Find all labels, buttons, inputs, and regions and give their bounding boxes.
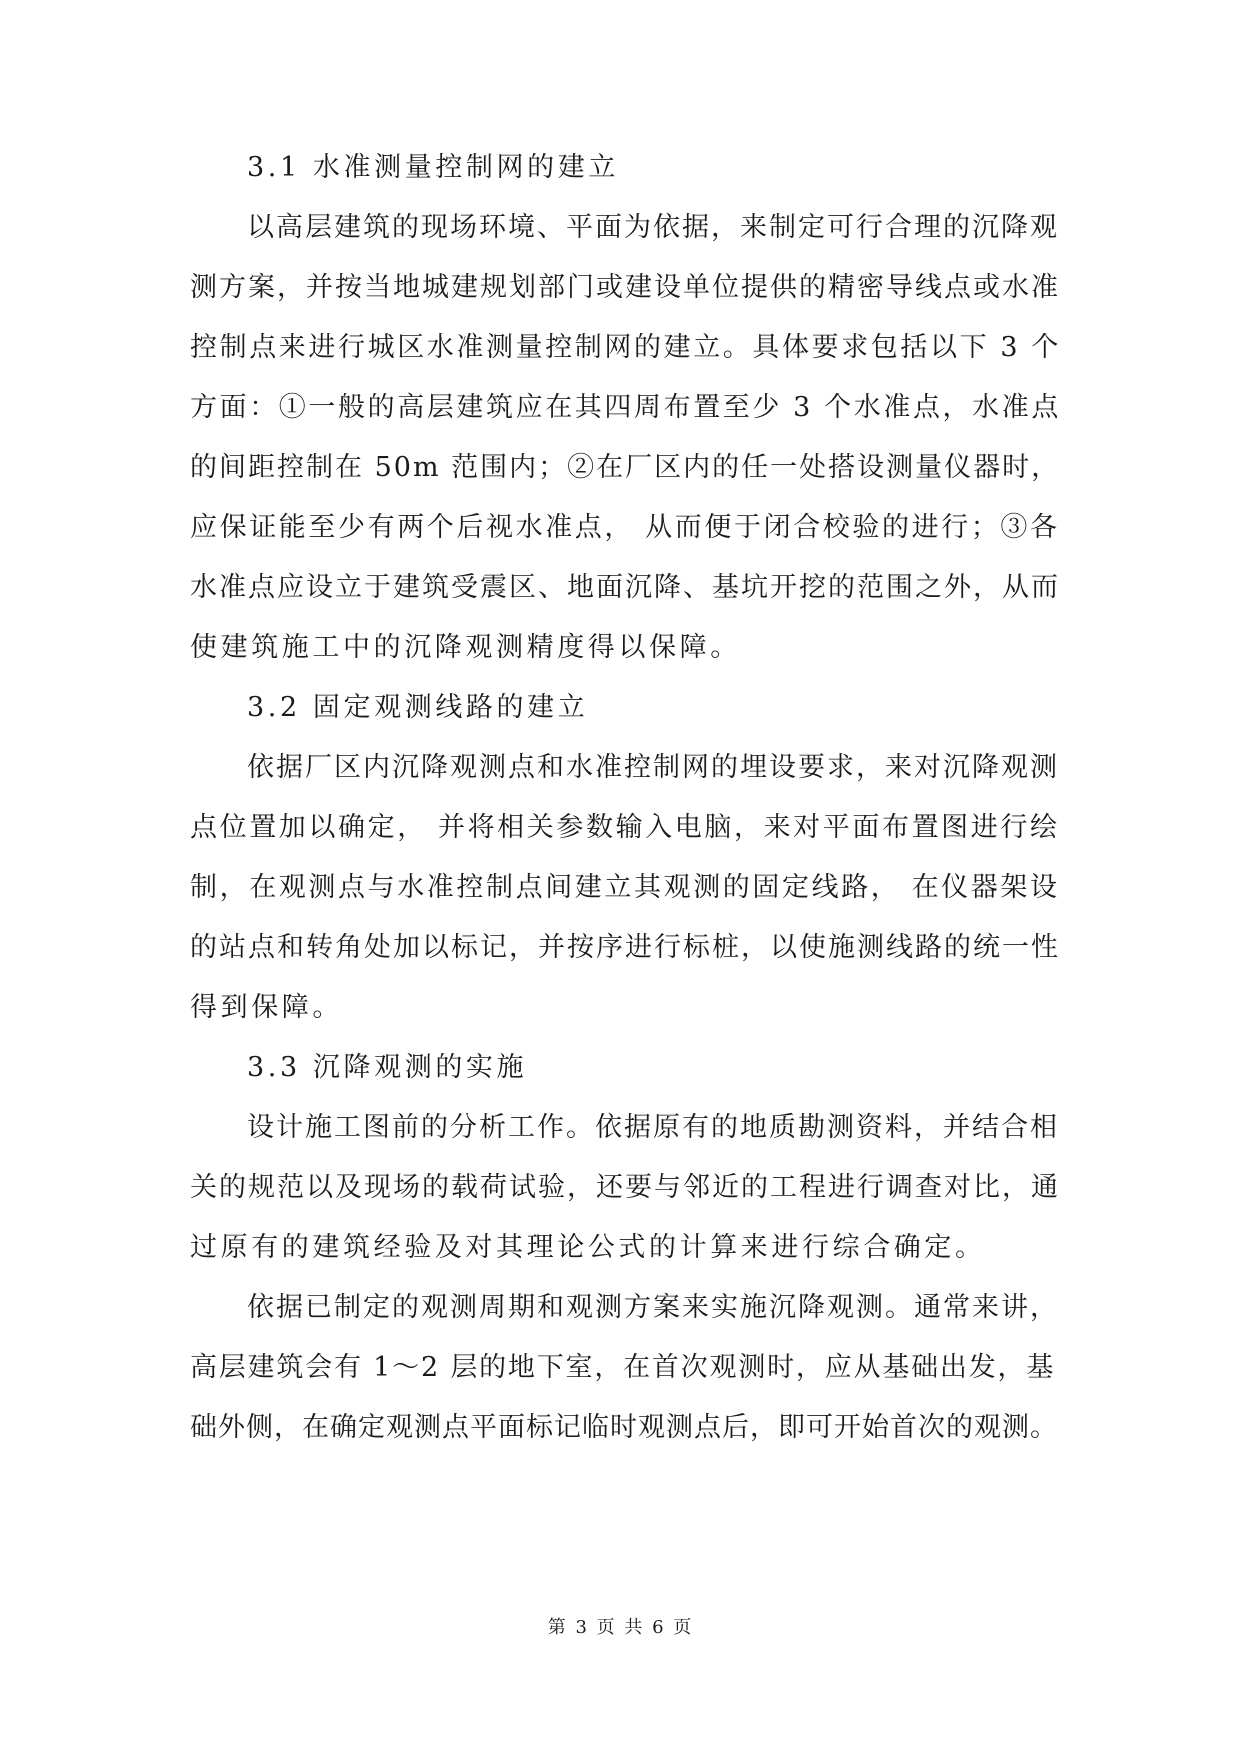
paragraph-line: 过原有的建筑经验及对其理论公式的计算来进行综合确定。: [190, 1232, 986, 1263]
paragraph-line: 应保证能至少有两个后视水准点， 从而便于闭合校验的进行；③各: [190, 512, 1060, 543]
paragraph-line: 点位置加以确定， 并将相关参数输入电脑，来对平面布置图进行绘: [190, 812, 1060, 843]
paragraph-line: 关的规范以及现场的载荷试验，还要与邻近的工程进行调查对比，通: [190, 1172, 1060, 1203]
paragraph-line: 水准点应设立于建筑受震区、地面沉降、基坑开挖的范围之外，从而: [190, 572, 1060, 603]
paragraph-line: 控制点来进行城区水准测量控制网的建立。具体要求包括以下 3 个: [190, 332, 1061, 363]
section-heading: 3.1 水准测量控制网的建立: [247, 152, 619, 183]
paragraph-line: 的间距控制在 50m 范围内；②在厂区内的任一处搭设测量仪器时，: [190, 452, 1061, 483]
paragraph-line: 以高层建筑的现场环境、平面为依据，来制定可行合理的沉降观: [247, 212, 1059, 243]
paragraph-line: 设计施工图前的分析工作。依据原有的地质勘测资料，并结合相: [247, 1112, 1059, 1143]
section-heading: 3.2 固定观测线路的建立: [247, 692, 589, 723]
paragraph-line: 测方案，并按当地城建规划部门或建设单位提供的精密导线点或水准: [190, 272, 1060, 303]
paragraph-line: 方面：①一般的高层建筑应在其四周布置至少 3 个水准点，水准点: [190, 392, 1061, 423]
paragraph-line: 依据已制定的观测周期和观测方案来实施沉降观测。通常来讲，: [247, 1292, 1059, 1323]
paragraph-line: 使建筑施工中的沉降观测精度得以保障。: [190, 632, 741, 663]
paragraph-line: 制，在观测点与水准控制点间建立其观测的固定线路， 在仪器架设: [190, 872, 1060, 903]
paragraph-line: 得到保障。: [190, 992, 343, 1023]
section-heading: 3.3 沉降观测的实施: [247, 1052, 528, 1083]
page-number-footer: 第 3 页 共 6 页: [547, 1617, 694, 1638]
paragraph-line: 高层建筑会有 1～2 层的地下室，在首次观测时，应从基础出发，基: [190, 1352, 1056, 1383]
paragraph-line: 依据厂区内沉降观测点和水准控制网的埋设要求，来对沉降观测: [247, 752, 1059, 783]
paragraph-line: 础外侧，在确定观测点平面标记临时观测点后，即可开始首次的观测。: [190, 1412, 1058, 1443]
paragraph-line: 的站点和转角处加以标记，并按序进行标桩，以使施测线路的统一性: [190, 932, 1060, 963]
